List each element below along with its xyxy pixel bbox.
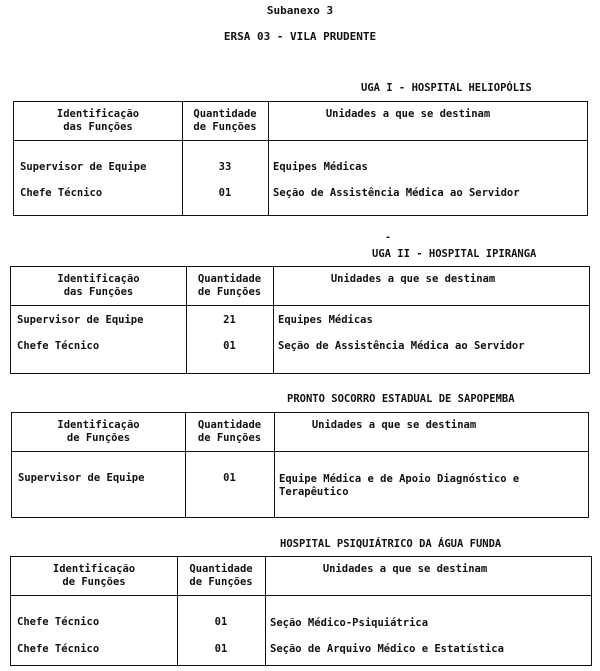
- functions-table: [10, 266, 590, 374]
- row-unit: Seção de Assistência Médica ao Servidor: [273, 187, 520, 199]
- row-unit: Equipes Médicas: [273, 161, 368, 173]
- header-quantity-line1: Quantidade: [197, 273, 262, 285]
- header-quantity-line1: Quantidade: [197, 419, 262, 431]
- stray-mark: -: [385, 232, 392, 243]
- row-unit: Seção de Arquivo Médico e Estatística: [270, 643, 504, 655]
- row-quantity: 21: [223, 314, 236, 326]
- header-quantity-line1: Quantidade: [189, 563, 253, 575]
- header-quantity: [177, 563, 265, 589]
- header-functions-line2: das Funções: [63, 121, 133, 133]
- header-quantity-line2: de Funções: [197, 286, 262, 298]
- row-unit: Seção Médico-Psiquiátrica: [270, 617, 429, 629]
- row-quantity: 01: [214, 643, 228, 655]
- section-heading: UGA I - HOSPITAL HELIOPÓLIS: [361, 82, 532, 94]
- row-quantity: 33: [218, 161, 232, 173]
- header-quantity-line1: Quantidade: [193, 108, 257, 120]
- header-functions-line2: de Funções: [62, 576, 126, 588]
- row-quantity: 01: [223, 340, 236, 352]
- header-divider: [14, 140, 587, 141]
- row-function: Supervisor de Equipe: [20, 161, 147, 173]
- header-divider: [12, 451, 588, 452]
- header-divider: [11, 305, 589, 306]
- header-functions-line1: Identificação: [52, 563, 136, 575]
- header-quantity-line2: de Funções: [189, 576, 253, 588]
- header-quantity: [186, 273, 273, 299]
- row-function: Supervisor de Equipe: [17, 314, 144, 326]
- row-unit: Seção de Assistência Médica ao Servidor: [278, 340, 525, 352]
- header-units: Unidades a que se destinam: [311, 419, 477, 431]
- document-title: Subanexo 3: [266, 4, 334, 17]
- header-divider: [11, 595, 591, 596]
- functions-table: [13, 101, 588, 216]
- document-subtitle: ERSA 03 - VILA PRUDENTE: [223, 30, 377, 43]
- row-function: Chefe Técnico: [17, 340, 100, 352]
- section-heading: PRONTO SOCORRO ESTADUAL DE SAPOPEMBA: [287, 393, 515, 405]
- header-functions-line1: Identificação: [57, 273, 140, 285]
- header-functions: [11, 273, 186, 299]
- row-quantity: 01: [218, 187, 232, 199]
- header-quantity: [182, 108, 268, 134]
- row-unit-line1: Equipe Médica e de Apoio Diagnóstico e: [279, 473, 520, 485]
- header-functions-line2: das Funções: [63, 286, 134, 298]
- header-quantity-line2: de Funções: [193, 121, 257, 133]
- header-functions-line1: Identificação: [57, 419, 140, 431]
- row-quantity: 01: [223, 472, 236, 484]
- functions-table: [11, 412, 589, 518]
- header-units: Unidades a que se destinam: [330, 273, 496, 285]
- section-heading: HOSPITAL PSIQUIÁTRICO DA ÁGUA FUNDA: [280, 538, 502, 550]
- header-functions-line2: de Funções: [66, 432, 131, 444]
- row-unit: Equipes Médicas: [278, 314, 373, 326]
- header-functions: [12, 419, 185, 445]
- section-heading: UGA II - HOSPITAL IPIRANGA: [372, 248, 537, 260]
- header-quantity: [185, 419, 274, 445]
- header-units: Unidades a que se destinam: [325, 108, 491, 120]
- header-units: Unidades a que se destinam: [322, 563, 488, 575]
- row-function: Chefe Técnico: [20, 187, 103, 199]
- row-unit-line2: Terapêutico: [279, 486, 349, 498]
- row-function: Supervisor de Equipe: [18, 472, 145, 484]
- header-functions: [14, 108, 182, 134]
- row-function: Chefe Técnico: [17, 643, 100, 655]
- header-functions-line1: Identificação: [56, 108, 140, 120]
- row-quantity: 01: [214, 616, 228, 628]
- row-function: Chefe Técnico: [17, 616, 100, 628]
- header-functions: [11, 563, 177, 589]
- functions-table: [10, 556, 592, 666]
- header-quantity-line2: de Funções: [197, 432, 262, 444]
